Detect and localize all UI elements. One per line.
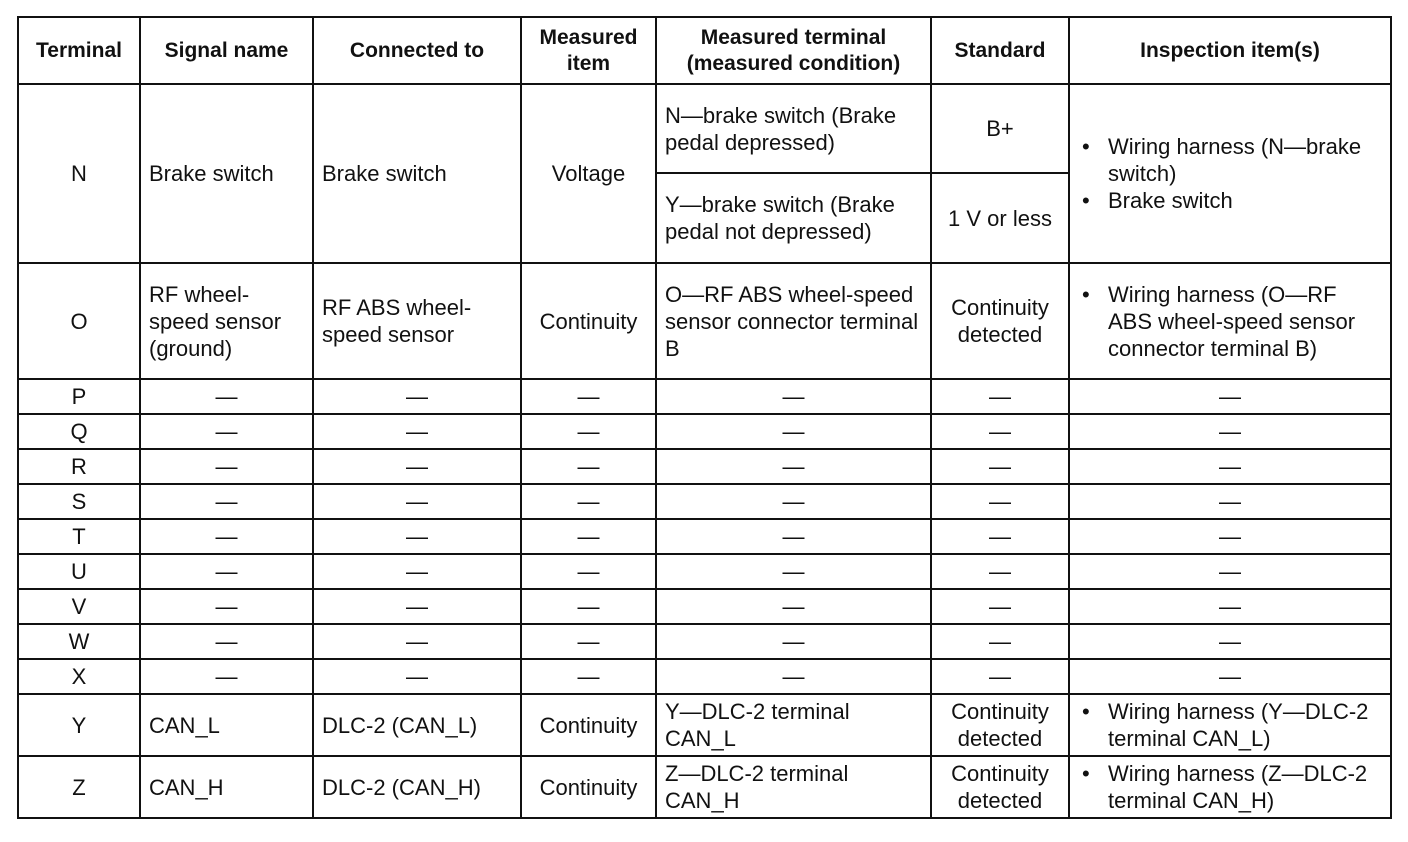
cell-measured-terminal: —	[656, 554, 931, 589]
cell-standard: 1 V or less	[931, 173, 1069, 263]
cell-inspection	[1069, 756, 1391, 818]
cell-inspection: —	[1069, 589, 1391, 624]
header-measured-terminal-line2: (measured condition)	[686, 51, 901, 75]
cell-standard: Continuity detected	[931, 263, 1069, 379]
cell-connected-to: —	[313, 379, 521, 414]
cell-measured-terminal: —	[656, 624, 931, 659]
cell-measured-terminal: Y—brake switch (Brake pedal not depressed)	[656, 173, 931, 263]
cell-measured-item: Continuity	[521, 694, 656, 756]
cell-signal-name: Brake switch	[140, 84, 313, 263]
header-connected-to: Connected to	[313, 17, 521, 84]
header-terminal: Terminal	[18, 17, 140, 84]
cell-standard: —	[931, 414, 1069, 449]
cell-inspection	[1069, 694, 1391, 756]
cell-signal-name: —	[140, 414, 313, 449]
header-signal-name: Signal name	[140, 17, 313, 84]
inspection-list	[1078, 698, 1382, 752]
table-row-p	[18, 379, 1391, 414]
table-row-x	[18, 659, 1391, 694]
header-inspection: Inspection item(s)	[1069, 17, 1391, 84]
cell-measured-terminal: —	[656, 449, 931, 484]
table-row-o	[18, 263, 1391, 379]
cell-terminal: Y	[18, 694, 140, 756]
cell-signal-name: —	[140, 519, 313, 554]
cell-signal-name: —	[140, 624, 313, 659]
table-row-y	[18, 694, 1391, 756]
cell-standard: —	[931, 554, 1069, 589]
cell-inspection: —	[1069, 624, 1391, 659]
list-item: • Wiring harness (N—brake switch)	[1108, 133, 1382, 187]
cell-signal-name: —	[140, 589, 313, 624]
cell-terminal: N	[18, 84, 140, 263]
cell-connected-to: —	[313, 484, 521, 519]
list-item: • Wiring harness (Y—DLC-2 terminal CAN_L)	[1108, 698, 1382, 752]
cell-terminal: R	[18, 449, 140, 484]
cell-terminal: U	[18, 554, 140, 589]
cell-connected-to: —	[313, 449, 521, 484]
cell-measured-item: Voltage	[521, 84, 656, 263]
table-row-t	[18, 519, 1391, 554]
header-standard: Standard	[931, 17, 1069, 84]
cell-connected-to: —	[313, 589, 521, 624]
cell-measured-item: —	[521, 624, 656, 659]
cell-inspection: —	[1069, 379, 1391, 414]
cell-measured-item: Continuity	[521, 263, 656, 379]
cell-measured-item: —	[521, 554, 656, 589]
cell-standard: Continuity detected	[931, 756, 1069, 818]
cell-standard: B+	[931, 84, 1069, 173]
header-measured-terminal	[656, 17, 931, 84]
cell-standard: —	[931, 484, 1069, 519]
cell-signal-name: CAN_H	[140, 756, 313, 818]
list-item: • Wiring harness (O—RF ABS wheel-speed sensor connector terminal B)	[1108, 281, 1382, 362]
cell-measured-terminal: Z—DLC-2 terminal CAN_H	[656, 756, 931, 818]
cell-signal-name: —	[140, 554, 313, 589]
inspection-list	[1078, 133, 1382, 214]
cell-signal-name: RF wheel-speed sensor (ground)	[140, 263, 313, 379]
cell-connected-to: —	[313, 414, 521, 449]
cell-connected-to: RF ABS wheel-speed sensor	[313, 263, 521, 379]
cell-connected-to: —	[313, 519, 521, 554]
cell-terminal: S	[18, 484, 140, 519]
table-row-n	[18, 84, 1391, 173]
inspection-list	[1078, 760, 1382, 814]
cell-measured-item: Continuity	[521, 756, 656, 818]
list-item: • Brake switch	[1108, 187, 1382, 214]
cell-inspection: —	[1069, 659, 1391, 694]
table-row-v	[18, 589, 1391, 624]
cell-standard: —	[931, 519, 1069, 554]
cell-measured-item: —	[521, 659, 656, 694]
cell-signal-name: —	[140, 659, 313, 694]
cell-standard: —	[931, 659, 1069, 694]
cell-inspection	[1069, 263, 1391, 379]
cell-inspection: —	[1069, 554, 1391, 589]
terminal-spec-table	[17, 16, 1392, 819]
cell-measured-terminal: —	[656, 414, 931, 449]
cell-connected-to: Brake switch	[313, 84, 521, 263]
table-row-s	[18, 484, 1391, 519]
cell-inspection: —	[1069, 414, 1391, 449]
cell-terminal: T	[18, 519, 140, 554]
table-row-u	[18, 554, 1391, 589]
cell-inspection: —	[1069, 519, 1391, 554]
cell-measured-item: —	[521, 484, 656, 519]
cell-measured-terminal: Y—DLC-2 terminal CAN_L	[656, 694, 931, 756]
cell-measured-terminal: N—brake switch (Brake pedal depressed)	[656, 84, 931, 173]
cell-measured-item: —	[521, 449, 656, 484]
spec-table-container	[17, 16, 1392, 819]
cell-signal-name: CAN_L	[140, 694, 313, 756]
cell-measured-item: —	[521, 414, 656, 449]
cell-measured-terminal: —	[656, 589, 931, 624]
cell-standard: —	[931, 449, 1069, 484]
cell-signal-name: —	[140, 379, 313, 414]
cell-connected-to: —	[313, 659, 521, 694]
header-row	[18, 17, 1391, 84]
cell-measured-terminal: —	[656, 379, 931, 414]
cell-measured-terminal: —	[656, 519, 931, 554]
cell-signal-name: —	[140, 449, 313, 484]
cell-measured-item: —	[521, 379, 656, 414]
cell-standard: —	[931, 624, 1069, 659]
cell-measured-item: —	[521, 519, 656, 554]
cell-standard: Continuity detected	[931, 694, 1069, 756]
cell-inspection: —	[1069, 449, 1391, 484]
cell-connected-to: DLC-2 (CAN_H)	[313, 756, 521, 818]
cell-measured-item: —	[521, 589, 656, 624]
cell-measured-terminal: —	[656, 484, 931, 519]
cell-inspection: —	[1069, 484, 1391, 519]
table-row-r	[18, 449, 1391, 484]
cell-measured-terminal: O—RF ABS wheel-speed sensor connector terminal B	[656, 263, 931, 379]
cell-terminal: Z	[18, 756, 140, 818]
cell-standard: —	[931, 379, 1069, 414]
cell-signal-name: —	[140, 484, 313, 519]
cell-terminal: Q	[18, 414, 140, 449]
header-measured-terminal-line1: Measured terminal	[700, 25, 887, 49]
list-item: • Wiring harness (Z—DLC-2 terminal CAN_H)	[1108, 760, 1382, 814]
cell-connected-to: —	[313, 554, 521, 589]
cell-inspection	[1069, 84, 1391, 263]
cell-connected-to: —	[313, 624, 521, 659]
cell-connected-to: DLC-2 (CAN_L)	[313, 694, 521, 756]
cell-terminal: O	[18, 263, 140, 379]
cell-terminal: P	[18, 379, 140, 414]
header-measured-item: Measured item	[521, 17, 656, 84]
table-row-q	[18, 414, 1391, 449]
cell-standard: —	[931, 589, 1069, 624]
inspection-list	[1078, 281, 1382, 362]
table-row-z	[18, 756, 1391, 818]
cell-measured-terminal: —	[656, 659, 931, 694]
cell-terminal: V	[18, 589, 140, 624]
cell-terminal: W	[18, 624, 140, 659]
cell-terminal: X	[18, 659, 140, 694]
table-row-w	[18, 624, 1391, 659]
